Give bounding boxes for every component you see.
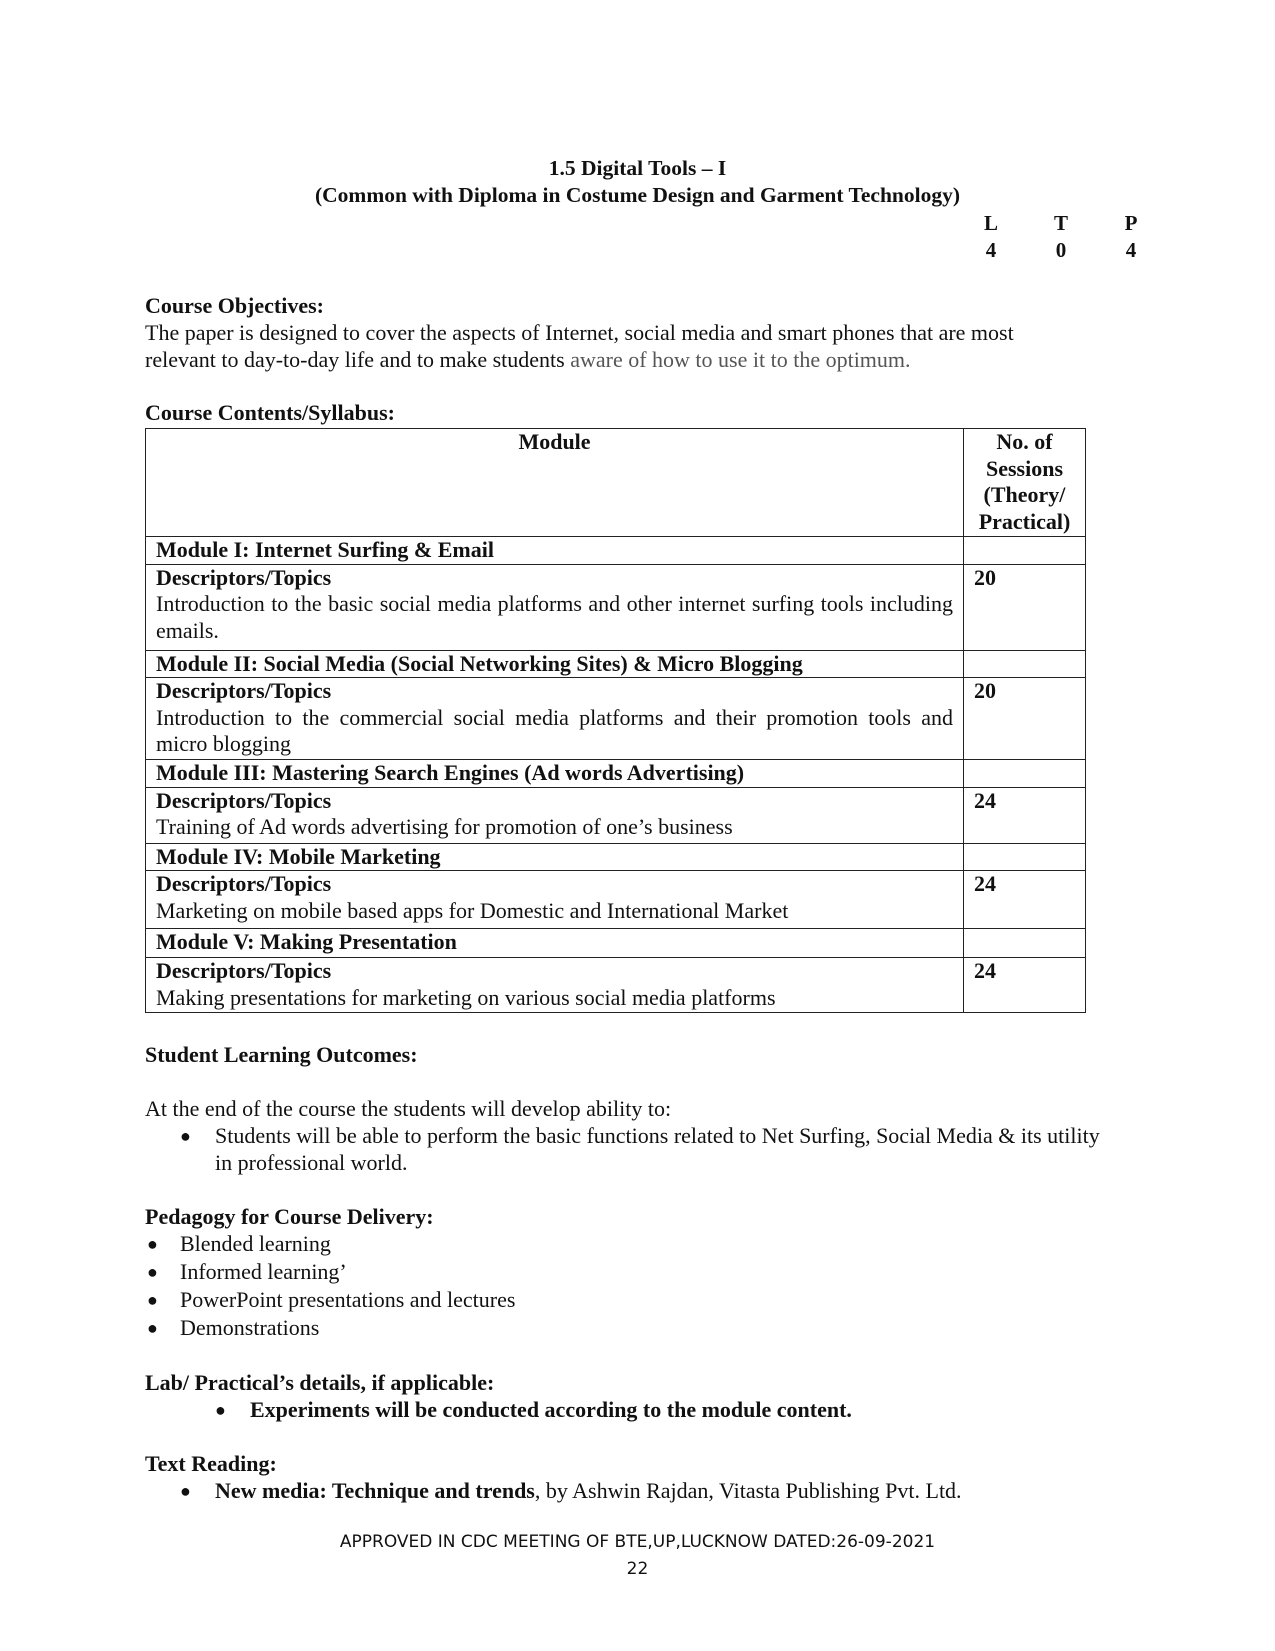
table-row bbox=[146, 678, 1086, 760]
descriptor-text: Marketing on mobile based apps for Domestic and International Market bbox=[156, 897, 789, 923]
table-row bbox=[146, 564, 1086, 650]
module-title: Module II: Social Media (Social Networking Sites) & Micro Blogging bbox=[146, 650, 964, 678]
bullet-icon: ● bbox=[147, 1262, 158, 1282]
ltp-label-t: T bbox=[1053, 211, 1068, 235]
pedagogy-item: Informed learning’ bbox=[180, 1259, 347, 1284]
descriptor-label: Descriptors/Topics bbox=[156, 678, 332, 703]
book-details: , by Ashwin Rajdan, Vitasta Publishing Pvt. Ltd. bbox=[534, 1478, 962, 1503]
descriptor-label: Descriptors/Topics bbox=[156, 871, 332, 896]
ltp-value-p: 4 bbox=[1125, 238, 1137, 262]
module-title: Module V: Making Presentation bbox=[146, 929, 964, 958]
bullet-icon: ● bbox=[180, 1481, 191, 1501]
table-row bbox=[146, 843, 1086, 871]
outcomes-heading: Student Learning Outcomes: bbox=[145, 1042, 418, 1067]
pedagogy-item: Blended learning bbox=[180, 1231, 331, 1256]
sessions-value: 20 bbox=[964, 564, 1086, 650]
objectives-heading: Course Objectives: bbox=[145, 293, 325, 318]
sessions-header-line1: No. of bbox=[996, 429, 1053, 454]
bullet-icon: ● bbox=[147, 1234, 158, 1254]
table-row bbox=[146, 871, 1086, 929]
pedagogy-heading: Pedagogy for Course Delivery: bbox=[145, 1204, 434, 1229]
course-title: 1.5 Digital Tools – I bbox=[548, 156, 727, 180]
objectives-text-line2b: aware of how to use it to the optimum. bbox=[570, 347, 911, 372]
sessions-value: 24 bbox=[964, 958, 1086, 1013]
outcome-item-line2: in professional world. bbox=[215, 1150, 408, 1175]
descriptor-text: Training of Ad words advertising for promotion of one’s business bbox=[156, 814, 733, 839]
sessions-header-line3: (Theory/ bbox=[983, 482, 1066, 507]
pedagogy-item: PowerPoint presentations and lectures bbox=[180, 1287, 516, 1312]
module-title-sessions bbox=[964, 929, 1086, 958]
outcome-item-line1: Students will be able to perform the basic functions related to Net Surfing, Social Media & its utility bbox=[215, 1123, 1100, 1148]
module-title: Module I: Internet Surfing & Email bbox=[146, 537, 964, 565]
module-title: Module III: Mastering Search Engines (Ad words Advertising) bbox=[146, 760, 964, 788]
lab-heading: Lab/ Practical’s details, if applicable: bbox=[145, 1370, 495, 1395]
descriptor-text: Making presentations for marketing on various social media platforms bbox=[156, 984, 776, 1010]
lab-item: Experiments will be conducted according to the module content. bbox=[250, 1397, 852, 1422]
syllabus-heading: Course Contents/Syllabus: bbox=[145, 400, 395, 425]
descriptor-label: Descriptors/Topics bbox=[156, 564, 332, 590]
module-title: Module IV: Mobile Marketing bbox=[146, 843, 964, 871]
outcomes-intro: At the end of the course the students will develop ability to: bbox=[145, 1096, 672, 1121]
pedagogy-item: Demonstrations bbox=[180, 1315, 320, 1340]
table-row bbox=[146, 650, 1086, 678]
sessions-value: 20 bbox=[964, 678, 1086, 760]
ltp-label-l: L bbox=[983, 211, 998, 235]
reading-heading: Text Reading: bbox=[145, 1451, 277, 1476]
sessions-column-header bbox=[964, 429, 1086, 537]
sessions-value: 24 bbox=[964, 871, 1086, 929]
ltp-value-l: 4 bbox=[985, 238, 997, 262]
module-title-sessions bbox=[964, 650, 1086, 678]
descriptor-text: Introduction to the commercial social media platforms and their promotion tools and micro blogging bbox=[156, 704, 953, 756]
objectives-text-line2 bbox=[145, 347, 911, 373]
bullet-icon: ● bbox=[215, 1400, 226, 1420]
syllabus-table bbox=[145, 428, 1086, 1013]
descriptor-text: Introduction to the basic social media platforms and other internet surfing tools including emails. bbox=[156, 591, 953, 643]
table-row bbox=[146, 760, 1086, 788]
bullet-icon: ● bbox=[180, 1126, 191, 1146]
module-title-sessions bbox=[964, 843, 1086, 871]
table-row bbox=[146, 537, 1086, 565]
book-title: New media: Technique and trends bbox=[215, 1478, 535, 1503]
reading-item bbox=[215, 1478, 962, 1504]
course-subtitle: (Common with Diploma in Costume Design and Garment Technology) bbox=[314, 183, 961, 207]
ltp-label-p: P bbox=[1124, 211, 1138, 235]
bullet-icon: ● bbox=[147, 1290, 158, 1310]
sessions-header-line2: Sessions bbox=[985, 455, 1064, 481]
descriptor-label: Descriptors/Topics bbox=[156, 958, 332, 983]
table-row bbox=[146, 958, 1086, 1013]
table-row bbox=[146, 929, 1086, 958]
table-header-row bbox=[146, 429, 1086, 537]
sessions-value: 24 bbox=[964, 787, 1086, 843]
module-descriptor-cell bbox=[146, 787, 964, 843]
module-descriptor-cell bbox=[146, 678, 964, 760]
descriptor-label: Descriptors/Topics bbox=[156, 787, 332, 813]
module-column-header: Module bbox=[146, 429, 964, 537]
approval-footer: APPROVED IN CDC MEETING OF BTE,UP,LUCKNOW DATED:26-09-2021 bbox=[339, 1532, 936, 1552]
ltp-value-t: 0 bbox=[1055, 238, 1067, 262]
module-descriptor-cell bbox=[146, 564, 964, 650]
objectives-text-line2a: relevant to day-to-day life and to make students bbox=[145, 347, 571, 372]
module-title-sessions bbox=[964, 760, 1086, 788]
module-descriptor-cell bbox=[146, 871, 964, 929]
module-title-sessions bbox=[964, 537, 1086, 565]
page-number: 22 bbox=[626, 1559, 649, 1579]
objectives-text-line1: The paper is designed to cover the aspects of Internet, social media and smart phones that are most bbox=[145, 320, 1014, 345]
table-row bbox=[146, 787, 1086, 843]
module-descriptor-cell bbox=[146, 958, 964, 1013]
bullet-icon: ● bbox=[147, 1318, 158, 1338]
sessions-header-line4: Practical) bbox=[978, 508, 1071, 534]
